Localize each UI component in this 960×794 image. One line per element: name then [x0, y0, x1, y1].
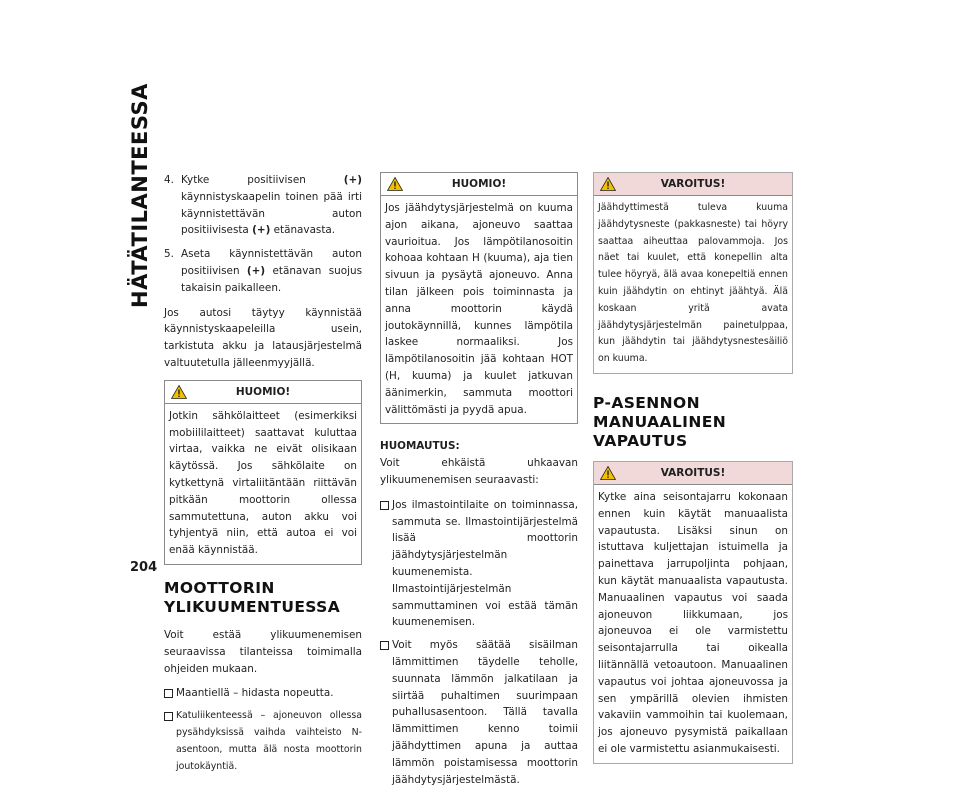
list-item: 5. Aseta käynnistettävän auton positiivisen (+) etänavan suojus takaisin paikalleen.: [164, 248, 362, 294]
column-right: [593, 172, 793, 778]
note-label: HUOMAUTUS:: [380, 440, 460, 453]
warning-title: VAROITUS!: [660, 466, 726, 479]
paragraph: Voit estää ylikuumenemisen seuraavissa tilanteissa toimimalla ohjeiden mukaan.: [164, 628, 362, 675]
warning-box: [593, 172, 793, 374]
page-number: 204: [130, 560, 158, 575]
checkbox-icon: [164, 712, 173, 721]
step-list: [164, 172, 362, 297]
section-title: HÄTÄTILANTEESSA: [128, 83, 152, 308]
list-item: Maantiellä – hidasta nopeutta.: [164, 685, 362, 702]
bullet-list: [380, 497, 578, 789]
notice-text: Jotkin sähkölaitteet (esimerkiksi mobiililaitteet) saattavat kuluttaa virtaa, vaikka ne eivät olisikaan käytössä. Jos sähkölaite on kytkettynä virtaliitäntään riittävän pitkään moottorin ollessa sammutettuna, auton akku voi tyhjentyä niin, että autoa ei voi enää käynnistää.: [169, 409, 357, 557]
column-left: [164, 172, 362, 781]
warning-text: Kytke aina seisontajarru kokonaan ennen kuin käytät manuaalista vapautusta. Lisäksi sinun on istuttava kuljettajan istuimella ja painettava jarrupoljinta pohjaan, kun käytät manuaalista vapautusta. Manuaalinen vapautus voi saada ajoneuvon liikkumaan, jos ajoneuvoa ei ole varmistettu seisontajarrulla tai oikealla liitännällä vetoautoon. Manuaalinen vapautus voi johtaa ajoneuvossa ja sen ympärillä olevien ihmisten vakaviin vammoihin tai kuolemaan, jos ajoneuvo pysymistä paikallaan ei ole varmistettu asianmukaisesti.: [598, 490, 788, 755]
notice-box: [380, 172, 578, 424]
section-heading: MOOTTORIN YLIKUUMENTUESSA: [164, 578, 341, 616]
warning-text: Jäähdyttimestä tuleva kuuma jäähdytysneste (pakkasneste) tai höyry saattaa aiheuttaa palovammoja. Jos näet tai kuulet, että konepellin alta tulee höyryä, älä avaa konepeltiä ennen kuin jäähdytin on ehtinyt jäähtyä. Älä koskaan yritä avata jäähdytysjärjestelmän painetulppaa, kun jäähdytin tai jäähdytysnestesäiliö on kuuma.: [598, 202, 788, 365]
checkbox-icon: [380, 501, 389, 510]
column-middle: [380, 172, 578, 794]
warning-icon: [600, 466, 616, 480]
paragraph: Voit ehkäistä uhkaavan ylikuumenemisen seuraavasti:: [380, 457, 578, 486]
warning-icon: [387, 177, 403, 191]
checkbox-icon: [380, 641, 389, 650]
list-item: Voit myös säätää sisäilman lämmittimen täydelle teholle, suunnata lämmön jalkatilaan ja siirtää puhaltimen suurimpaan puhallusasentoon. Tällä tavalla lämmittimen kenno toimii jäähdyttimen apuna ja auttaa lämmön poistamisessa moottorin jäähdytysjärjestelmästä.: [380, 637, 578, 788]
checkbox-icon: [164, 689, 173, 698]
warning-icon: [600, 177, 616, 191]
notice-title: HUOMIO!: [235, 385, 291, 398]
paragraph: Jos autosi täytyy käynnistää käynnistyskaapeleilla usein, tarkistuta akku ja latausjärjestelmä valtuutetulla jälleenmyyjällä.: [164, 306, 362, 369]
bullet-list: [164, 685, 362, 775]
notice-title: HUOMIO!: [451, 178, 507, 190]
section-heading: P-ASENNON MANUAALINEN VAPAUTUS: [593, 393, 727, 450]
notice-box: [164, 380, 362, 565]
warning-title: VAROITUS!: [660, 178, 726, 190]
warning-icon: [171, 385, 187, 399]
list-item: 4. Kytke positiivisen (+) käynnistyskaapelin toinen pää irti käynnistettävän auton positiivisesta (+) etänavasta.: [164, 174, 362, 237]
notice-text: Jos jäähdytysjärjestelmä on kuuma ajon aikana, ajoneuvo saattaa vaurioitua. Jos lämpötilanosoitin kohoaa kohtaan H (kuuma), aja tien sivuun ja pysäytä ajoneuvo. Anna tilan jälkeen pois toiminnasta ja anna moottorin käydä joutokäynnillä, kunnes lämpötila laskee normaaliksi. Jos lämpötilanosoitin jää kohtaan HOT (H, kuuma) ja kuulet jatkuvan äänimerkin, sammuta moottori välittömästi ja pyydä apua.: [385, 202, 573, 416]
warning-box: [593, 461, 793, 764]
list-item: Katuliikenteessä – ajoneuvon ollessa pysähdyksissä vaihda vaihteisto N-asentoon, mutta älä nosta moottorin joutokäyntiä.: [164, 708, 362, 775]
list-item: Jos ilmastointilaite on toiminnassa, sammuta se. Ilmastointijärjestelmä lisää moottorin jäähdytysjärjestelmän kuumenemista. Ilmastointijärjestelmän sammuttaminen voi estää tämän kuumenemisen.: [380, 497, 578, 631]
